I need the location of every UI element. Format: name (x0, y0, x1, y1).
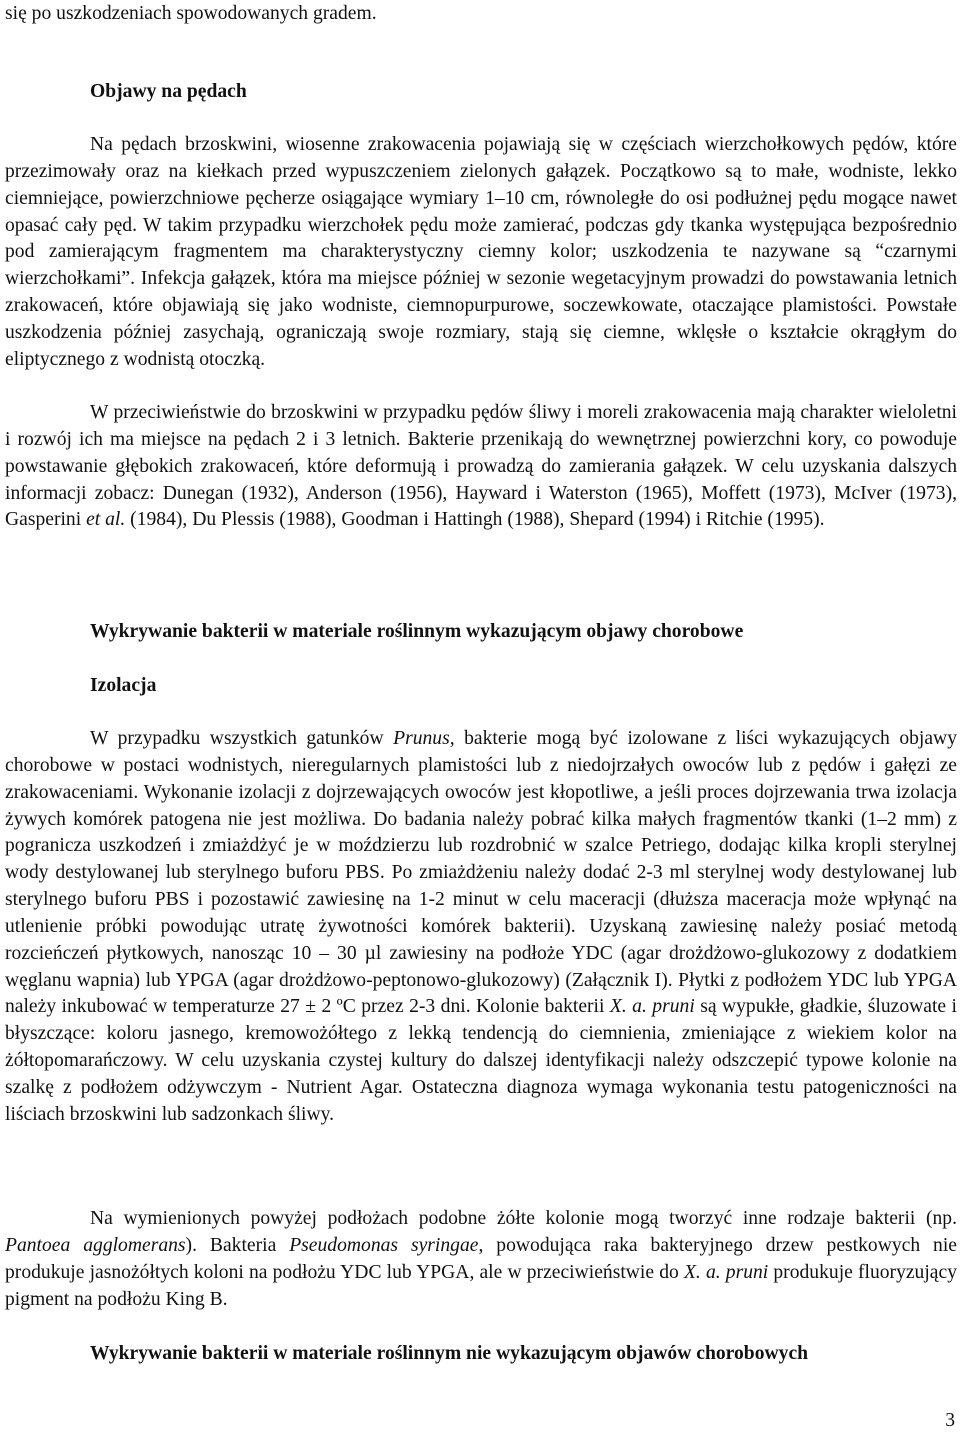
paragraph-peach-shoots (5, 132, 957, 374)
italic-et-al: et al. (86, 509, 126, 531)
section-heading-detection-symptomatic: Wykrywanie bakterii w materiale roślinnym wykazującym objawy chorobowe (90, 621, 744, 642)
italic-xap: X. a. pruni (683, 1261, 769, 1283)
paragraph-text: są wypukłe, gładkie, śluzowate i błyszczące: koloru jasnego, kremowożółtego z lekką tendencją do ciemnienia, zmieniające z wiekiem kolor na żółtopomarańczowy. W celu uzyskania czystej kultury do dalszej identyfikacji należy odszczepić typowe kolonie na szalkę z podłożem odżywczym - Nutrient Agar. Ostateczna diagnoza wymaga wykonania testu patogeniczności na liściach brzoskwini lub sadzonkach śliwy. (5, 996, 957, 1125)
italic-xap: X. a. pruni (609, 996, 695, 1018)
subheading-isolation: Izolacja (90, 675, 157, 696)
paragraph-text: ). Bakteria (185, 1234, 290, 1256)
italic-pantoea: Pantoea agglomerans (5, 1234, 186, 1256)
paragraph-text: bakterie mogą być izolowane z liści wykazujących objawy chorobowe w postaci wodnistych, nieregularnych plamistości lub z niedojrzałych owoców lub z pędów i gałęzi ze zrakowaceniami. Wykonanie izolacji z dojrzewających owoców jest kłopotliwe, a jeśli proces dojrzewania trwa izolacja żywych komórek patogena nie jest możliwa. Do badania należy pobrać kilka małych fragmentów tkanki (1–2 mm) z pogranicza uszkodzeń i zmiażdżyć je w moździerzu lub rozdrobnić w szalce Petriego, dodając kilka kropli sterylnej wody destylowanej lub sterylnego buforu PBS. Po zmiażdżeniu należy dodać 2-3 ml sterylnej wody destylowanej lub sterylnego buforu PBS i pozostawić zawiesinę na 1-2 minut w celu maceracji (dłuższa maceracja może wpłynąć na utlenienie próbki powodując utratę żywotności komórek bakterii). Uzyskaną zawiesinę należy posiać metodą rozcieńczeń płytkowych, nanosząc 10 – 30 µl zawiesiny na podłoże YDC (agar drożdżowo-glukozowy z dodatkiem węglanu wapnia) lub YPGA (agar drożdżowo-peptonowo-glukozowy) (Załącznik I). Płytki z podłożem YDC lub YPGA należy inkubować w temperaturze 27 ± 2 ºC przez 2-3 dni. Kolonie bakterii (5, 728, 957, 1018)
paragraph-text: produkuje fluoryzujący pigment na podłożu King B. (5, 1261, 957, 1310)
paragraph-text: (1984), Du Plessis (1988), Goodman i Hattingh (1988), Shepard (1994) i Ritchie (1995). (125, 509, 825, 531)
paragraph-text: W przypadku wszystkich gatunków (90, 728, 394, 749)
italic-pseudomonas: Pseudomonas syringae (289, 1234, 479, 1256)
paragraph-text: , powodująca raka bakteryjnego drzew pestkowych nie produkuje jasnożółtych koloni na podłożu YDC lub YPGA, ale w przeciwieństwie do (5, 1234, 957, 1283)
paragraph-similar-colonies (5, 1206, 957, 1313)
paragraph-text: W przeciwieństwie do brzoskwini w przypadku pędów śliwy i moreli zrakowacenia mają charakter wieloletni i rozwój ich ma miejsce na pędach 2 i 3 letnich. Bakterie przenikają do wewnętrznej powierzchni kory, co powoduje powstawanie głębokich zrakowaceń, które deformują i prowadzą do zamierania gałązek. W celu uzyskania dalszych informacji zobacz: Dunegan (1932), Anderson (1956), Hayward i Waterston (1965), Moffett (1973), McIver (1973), Gasperini (5, 402, 957, 531)
paragraph-plum-apricot-shoots (5, 400, 957, 534)
paragraph-text: Na wymienionych powyżej podłożach podobne żółte kolonie mogą tworzyć inne rodzaje bakterii (np. (90, 1208, 957, 1229)
paragraph-isolation (5, 726, 957, 1129)
page-number: 3 (945, 1410, 955, 1431)
continuation-line: się po uszkodzeniach spowodowanych gradem. (5, 3, 377, 24)
italic-prunus: Prunus, (393, 728, 455, 749)
section-heading-detection-asymptomatic: Wykrywanie bakterii w materiale roślinnym nie wykazującym objawów chorobowych (90, 1343, 809, 1364)
section-heading-shoot-symptoms: Objawy na pędach (90, 81, 247, 102)
paragraph-text: Na pędach brzoskwini, wiosenne zrakowacenia pojawiają się w częściach wierzchołkowych pędów, które przezimowały oraz na kiełkach przed wypuszczeniem zielonych gałązek. Początkowo są to małe, wodniste, lekko ciemniejące, powierzchniowe pęcherze osiągające wymiary 1–10 cm, równoległe do osi podłużnej pędu mogące nawet opasać cały pęd. W takim przypadku wierzchołek pędu może zamierać, podczas gdy tkanka występująca bezpośrednio pod zamierającym fragmentem ma charakterystyczny ciemny kolor; uszkodzenia te nazywane są “czarnymi wierzchołkami”. Infekcja gałązek, która ma miejsce później w sezonie wegetacyjnym prowadzi do powstawania letnich zrakowaceń, które objawiają się jako wodniste, ciemnopurpurowe, soczewkowate, otaczające plamistości. Powstałe uszkodzenia później zasychają, ograniczają swoje rozmiary, stają się ciemne, wklęsłe o kształcie okrągłym do eliptycznego z wodnistą otoczką. (5, 134, 957, 370)
